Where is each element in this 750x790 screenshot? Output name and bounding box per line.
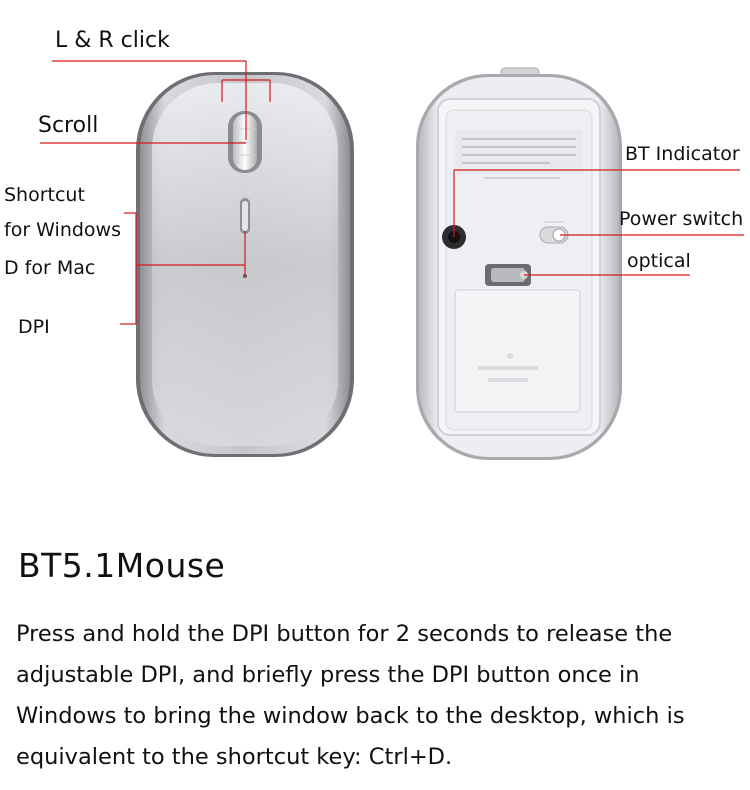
callout-bt-indicator: BT Indicator <box>625 143 740 165</box>
callout-shortcut-line2: for Windows <box>4 219 121 241</box>
callout-scroll: Scroll <box>38 113 99 138</box>
callout-lr-click: L & R click <box>55 28 170 53</box>
callout-shortcut-line3: D for Mac <box>4 257 96 279</box>
callout-power-switch: Power switch <box>619 208 744 230</box>
callout-dpi: DPI <box>18 316 50 338</box>
battery-cover <box>455 290 580 412</box>
mouse-bottom-view <box>416 68 622 460</box>
product-title: BT5.1Mouse <box>18 546 226 585</box>
callout-optical: optical <box>627 250 691 272</box>
product-description: Press and hold the DPI button for 2 seconds to release the adjustable DPI, and briefly press the DPI button once in Windows to bring the window back to the desktop, which is equivalent to the shortcut key: Ctrl+D. <box>16 621 685 770</box>
callout-shortcut-line1: Shortcut <box>4 184 85 206</box>
